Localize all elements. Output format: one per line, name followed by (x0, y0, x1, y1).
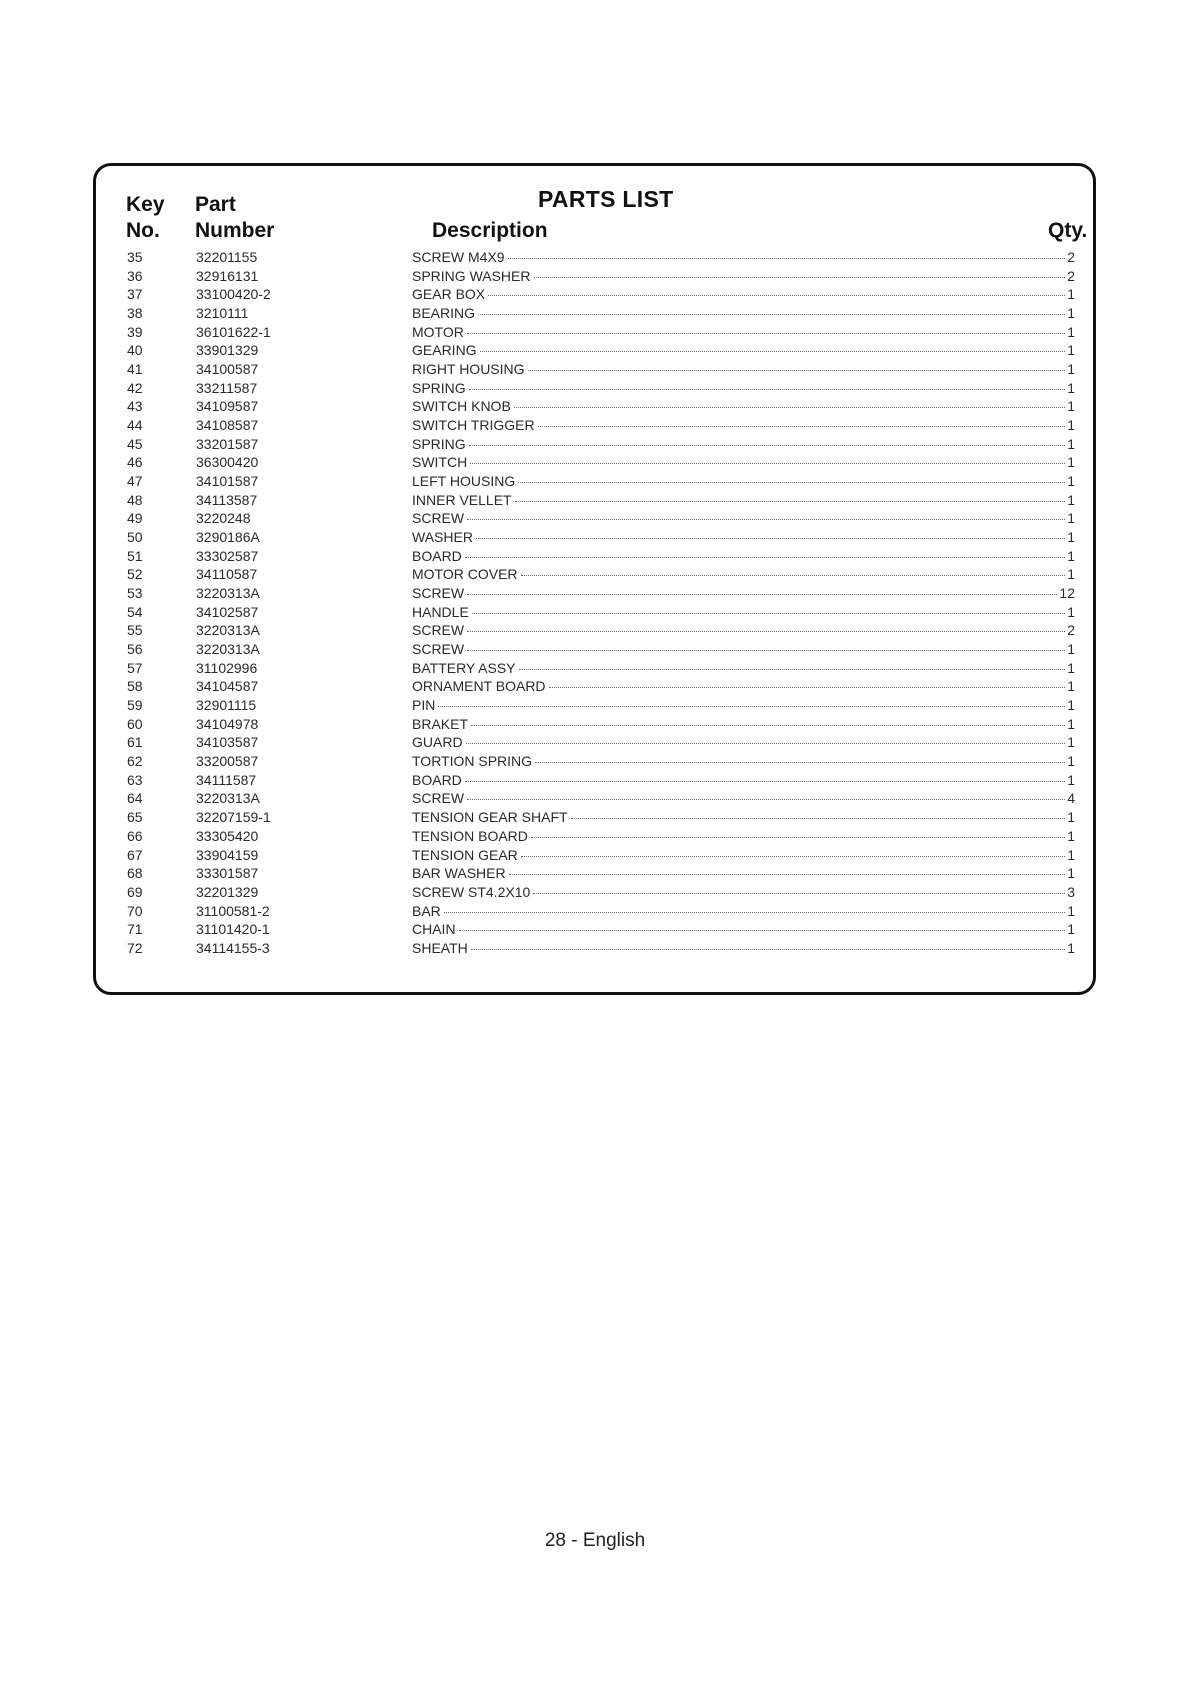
table-row (127, 864, 1075, 883)
description-cell (412, 827, 1075, 846)
qty-cell: 2 (1067, 249, 1075, 265)
description-text: SWITCH KNOB (412, 398, 511, 415)
part-number-cell: 36300420 (196, 454, 259, 471)
part-number-cell: 34101587 (196, 473, 259, 490)
part-number-cell: 34103587 (196, 734, 259, 751)
description-cell (412, 453, 1075, 472)
dot-leader (533, 893, 1065, 894)
table-row (127, 789, 1075, 808)
dot-leader (467, 650, 1065, 651)
dot-leader (467, 594, 1057, 595)
description-text: BAR WASHER (412, 865, 506, 882)
part-number-cell: 33901329 (196, 342, 259, 359)
dot-leader (509, 874, 1066, 875)
key-no-cell: 39 (127, 323, 143, 340)
qty-cell: 1 (1067, 715, 1075, 732)
table-row (127, 640, 1075, 659)
table-row (127, 509, 1075, 528)
dot-leader (549, 687, 1066, 688)
description-cell (412, 304, 1075, 323)
table-row (127, 491, 1075, 510)
key-no-cell: 38 (127, 305, 143, 322)
table-row (127, 808, 1075, 827)
key-no-cell: 46 (127, 454, 143, 471)
key-no-cell: 49 (127, 510, 143, 527)
qty-cell: 12 (1059, 585, 1075, 602)
dot-leader (514, 407, 1065, 408)
qty-cell: 1 (1067, 417, 1075, 434)
part-number-cell: 32916131 (196, 267, 259, 284)
description-cell (412, 416, 1075, 435)
dot-leader (478, 314, 1065, 315)
key-no-cell: 67 (127, 846, 143, 863)
key-no-cell: 55 (127, 622, 143, 639)
description-cell (412, 584, 1075, 603)
description-cell (412, 846, 1075, 865)
key-no-cell: 70 (127, 902, 143, 919)
description-cell (412, 715, 1075, 734)
table-row (127, 472, 1075, 491)
description-text: TENSION BOARD (412, 827, 528, 844)
description-cell (412, 565, 1075, 584)
part-number-cell: 33904159 (196, 846, 259, 863)
description-text: MOTOR COVER (412, 566, 518, 583)
description-cell (412, 789, 1075, 808)
key-no-cell: 52 (127, 566, 143, 583)
description-text: BEARING (412, 305, 476, 322)
qty-cell: 1 (1067, 603, 1075, 620)
description-text: SWITCH (412, 454, 468, 471)
description-cell (412, 696, 1075, 715)
dot-leader (467, 333, 1065, 334)
dot-leader (534, 277, 1066, 278)
description-text: GEARING (412, 342, 477, 359)
key-no-cell: 72 (127, 939, 143, 956)
key-no-cell: 62 (127, 753, 143, 770)
dot-leader (471, 725, 1065, 726)
qty-cell: 1 (1067, 379, 1075, 396)
description-text: SPRING (412, 379, 466, 396)
header-part-number-line1: Part (195, 193, 236, 216)
description-text: RIGHT HOUSING (412, 361, 525, 378)
part-number-cell: 34104587 (196, 678, 259, 695)
table-row (127, 603, 1075, 622)
description-cell (412, 509, 1075, 528)
dot-leader (467, 631, 1065, 632)
dot-leader (472, 613, 1065, 614)
description-text: TORTION SPRING (412, 753, 533, 770)
description-cell (412, 883, 1075, 902)
key-no-cell: 37 (127, 286, 143, 303)
part-number-cell: 34109587 (196, 398, 259, 415)
table-row (127, 827, 1075, 846)
qty-cell: 1 (1067, 697, 1075, 714)
part-number-cell: 34110587 (196, 566, 258, 583)
description-text: CHAIN (412, 921, 456, 938)
table-row (127, 659, 1075, 678)
header-key-no-line1: Key (126, 193, 165, 216)
part-number-cell: 31101420-1 (196, 921, 270, 938)
part-number-cell: 36101622-1 (196, 323, 271, 340)
table-row (127, 341, 1075, 360)
qty-cell: 1 (1067, 473, 1075, 490)
parts-table (127, 248, 1075, 958)
key-no-cell: 44 (127, 417, 143, 434)
dot-leader (518, 482, 1065, 483)
dot-leader (465, 781, 1065, 782)
part-number-cell: 34108587 (196, 417, 259, 434)
part-number-cell: 3220313A (196, 790, 260, 807)
description-cell (412, 902, 1075, 921)
key-no-cell: 65 (127, 809, 143, 826)
key-no-cell: 54 (127, 603, 143, 620)
qty-cell: 1 (1067, 902, 1075, 919)
qty-cell: 1 (1067, 865, 1075, 882)
key-no-cell: 48 (127, 491, 143, 508)
part-number-cell: 34102587 (196, 603, 259, 620)
table-row (127, 547, 1075, 566)
part-number-cell: 33305420 (196, 827, 259, 844)
qty-cell: 1 (1067, 491, 1075, 508)
dot-leader (515, 501, 1066, 502)
table-row (127, 416, 1075, 435)
table-row (127, 435, 1075, 454)
qty-cell: 1 (1067, 286, 1075, 303)
description-text: SCREW (412, 622, 465, 639)
qty-cell: 1 (1067, 939, 1075, 956)
qty-cell: 1 (1067, 342, 1075, 359)
description-text: SHEATH (412, 939, 468, 956)
key-no-cell: 57 (127, 659, 143, 676)
part-number-cell: 32201155 (196, 249, 258, 265)
description-text: SCREW (412, 790, 465, 807)
dot-leader (467, 519, 1065, 520)
dot-leader (459, 930, 1066, 931)
part-number-cell: 33100420-2 (196, 286, 271, 303)
part-number-cell: 31102996 (196, 659, 258, 676)
description-cell (412, 397, 1075, 416)
table-row (127, 267, 1075, 286)
key-no-cell: 40 (127, 342, 143, 359)
dot-leader (531, 837, 1065, 838)
qty-cell: 1 (1067, 510, 1075, 527)
description-cell (412, 677, 1075, 696)
qty-cell: 1 (1067, 809, 1075, 826)
header-description: Description (432, 219, 548, 242)
dot-leader (471, 949, 1065, 950)
qty-cell: 1 (1067, 305, 1075, 322)
description-text: GUARD (412, 734, 463, 751)
qty-cell: 3 (1067, 883, 1075, 900)
description-cell (412, 808, 1075, 827)
key-no-cell: 45 (127, 435, 143, 452)
table-row (127, 733, 1075, 752)
description-text: SCREW ST4.2X10 (412, 883, 531, 900)
description-cell (412, 603, 1075, 622)
key-no-cell: 71 (127, 921, 143, 938)
part-number-cell: 34114155-3 (196, 939, 270, 956)
description-cell (412, 472, 1075, 491)
part-number-cell: 3220313A (196, 622, 260, 639)
table-row (127, 565, 1075, 584)
key-no-cell: 60 (127, 715, 143, 732)
qty-cell: 1 (1067, 566, 1075, 583)
description-cell (412, 323, 1075, 342)
key-no-cell: 35 (127, 249, 143, 265)
description-cell (412, 341, 1075, 360)
qty-cell: 1 (1067, 771, 1075, 788)
table-row (127, 902, 1075, 921)
qty-cell: 1 (1067, 454, 1075, 471)
dot-leader (528, 370, 1066, 371)
part-number-cell: 33200587 (196, 753, 259, 770)
table-row (127, 304, 1075, 323)
dot-leader (470, 463, 1065, 464)
table-row (127, 846, 1075, 865)
table-row (127, 939, 1075, 958)
description-text: BRAKET (412, 715, 469, 732)
description-cell (412, 285, 1075, 304)
qty-cell: 1 (1067, 361, 1075, 378)
description-text: BOARD (412, 771, 462, 788)
key-no-cell: 42 (127, 379, 143, 396)
qty-cell: 1 (1067, 641, 1075, 658)
part-number-cell: 34113587 (196, 491, 258, 508)
header-key-no-line2: No. (126, 219, 160, 242)
part-number-cell: 34100587 (196, 361, 259, 378)
dot-leader (488, 295, 1065, 296)
table-row (127, 696, 1075, 715)
part-number-cell: 3290186A (196, 529, 260, 546)
qty-cell: 1 (1067, 753, 1075, 770)
description-text: MOTOR (412, 323, 464, 340)
key-no-cell: 59 (127, 697, 143, 714)
qty-cell: 1 (1067, 734, 1075, 751)
description-cell (412, 659, 1075, 678)
part-number-cell: 3220313A (196, 585, 260, 602)
part-number-cell: 34104978 (196, 715, 259, 732)
description-text: TENSION GEAR SHAFT (412, 809, 568, 826)
key-no-cell: 58 (127, 678, 143, 695)
dot-leader (438, 706, 1065, 707)
description-cell (412, 528, 1075, 547)
part-number-cell: 3210111 (196, 305, 249, 322)
table-row (127, 360, 1075, 379)
description-text: SCREW (412, 510, 465, 527)
description-text: INNER VELLET (412, 491, 512, 508)
description-text: WASHER (412, 529, 473, 546)
description-text: SWITCH TRIGGER (412, 417, 535, 434)
description-text: SCREW M4X9 (412, 249, 505, 265)
part-number-cell: 33201587 (196, 435, 259, 452)
key-no-cell: 51 (127, 547, 143, 564)
part-number-cell: 31100581-2 (196, 902, 270, 919)
description-cell (412, 491, 1075, 510)
page-title: PARTS LIST (538, 186, 674, 212)
key-no-cell: 50 (127, 529, 143, 546)
table-row (127, 248, 1075, 267)
table-row (127, 883, 1075, 902)
description-text: SPRING WASHER (412, 267, 531, 284)
dot-leader (469, 445, 1066, 446)
qty-cell: 1 (1067, 529, 1075, 546)
description-cell (412, 621, 1075, 640)
qty-cell: 1 (1067, 921, 1075, 938)
description-cell (412, 864, 1075, 883)
description-cell (412, 733, 1075, 752)
description-text: GEAR BOX (412, 286, 486, 303)
key-no-cell: 68 (127, 865, 143, 882)
key-no-cell: 63 (127, 771, 143, 788)
description-cell (412, 547, 1075, 566)
table-row (127, 528, 1075, 547)
table-row (127, 584, 1075, 603)
description-text: SCREW (412, 585, 465, 602)
description-cell (412, 771, 1075, 790)
description-cell (412, 267, 1075, 286)
description-cell (412, 640, 1075, 659)
qty-cell: 1 (1067, 659, 1075, 676)
key-no-cell: 61 (127, 734, 143, 751)
description-text: SCREW (412, 641, 465, 658)
description-cell (412, 248, 1075, 267)
qty-cell: 1 (1067, 398, 1075, 415)
part-number-cell: 3220313A (196, 641, 260, 658)
qty-cell: 1 (1067, 678, 1075, 695)
dot-leader (571, 818, 1066, 819)
qty-cell: 2 (1067, 622, 1075, 639)
table-row (127, 379, 1075, 398)
description-cell (412, 752, 1075, 771)
dot-leader (444, 912, 1065, 913)
part-number-cell: 34111587 (196, 771, 257, 788)
dot-leader (476, 538, 1065, 539)
table-row (127, 715, 1075, 734)
table-row (127, 771, 1075, 790)
description-text: BOARD (412, 547, 462, 564)
part-number-cell: 32901115 (196, 697, 257, 714)
header-qty: Qty. (1048, 219, 1088, 242)
key-no-cell: 47 (127, 473, 143, 490)
page-footer: 28 - English (544, 1530, 646, 1551)
table-row (127, 920, 1075, 939)
description-cell (412, 920, 1075, 939)
header-part-number-line2: Number (195, 219, 275, 242)
description-text: ORNAMENT BOARD (412, 678, 546, 695)
qty-cell: 2 (1067, 267, 1075, 284)
key-no-cell: 66 (127, 827, 143, 844)
dot-leader (465, 557, 1065, 558)
part-number-cell: 33301587 (196, 865, 259, 882)
part-number-cell: 3220248 (196, 510, 251, 527)
description-cell (412, 939, 1075, 958)
dot-leader (467, 799, 1065, 800)
key-no-cell: 41 (127, 361, 143, 378)
part-number-cell: 33302587 (196, 547, 259, 564)
dot-leader (469, 389, 1066, 390)
qty-cell: 1 (1067, 827, 1075, 844)
description-text: BATTERY ASSY (412, 659, 516, 676)
dot-leader (535, 762, 1065, 763)
table-row (127, 453, 1075, 472)
qty-cell: 1 (1067, 846, 1075, 863)
key-no-cell: 43 (127, 398, 143, 415)
table-row (127, 677, 1075, 696)
qty-cell: 4 (1067, 790, 1075, 807)
part-number-cell: 32207159-1 (196, 809, 271, 826)
dot-leader (466, 743, 1066, 744)
key-no-cell: 64 (127, 790, 143, 807)
dot-leader (521, 575, 1066, 576)
description-cell (412, 435, 1075, 454)
dot-leader (480, 351, 1066, 352)
dot-leader (521, 856, 1065, 857)
table-row (127, 285, 1075, 304)
part-number-cell: 32201329 (196, 883, 259, 900)
part-number-cell: 33211587 (196, 379, 258, 396)
key-no-cell: 36 (127, 267, 143, 284)
qty-cell: 1 (1067, 547, 1075, 564)
dot-leader (519, 669, 1066, 670)
description-text: PIN (412, 697, 436, 714)
table-row (127, 397, 1075, 416)
qty-cell: 1 (1067, 435, 1075, 452)
description-text: LEFT HOUSING (412, 473, 516, 490)
description-text: SPRING (412, 435, 466, 452)
table-row (127, 323, 1075, 342)
qty-cell: 1 (1067, 323, 1075, 340)
description-text: HANDLE (412, 603, 469, 620)
description-cell (412, 360, 1075, 379)
key-no-cell: 69 (127, 883, 143, 900)
key-no-cell: 53 (127, 585, 143, 602)
table-row (127, 752, 1075, 771)
description-text: BAR (412, 902, 441, 919)
table-row (127, 621, 1075, 640)
description-text: TENSION GEAR (412, 846, 518, 863)
key-no-cell: 56 (127, 641, 143, 658)
dot-leader (538, 426, 1066, 427)
description-cell (412, 379, 1075, 398)
dot-leader (508, 258, 1066, 259)
